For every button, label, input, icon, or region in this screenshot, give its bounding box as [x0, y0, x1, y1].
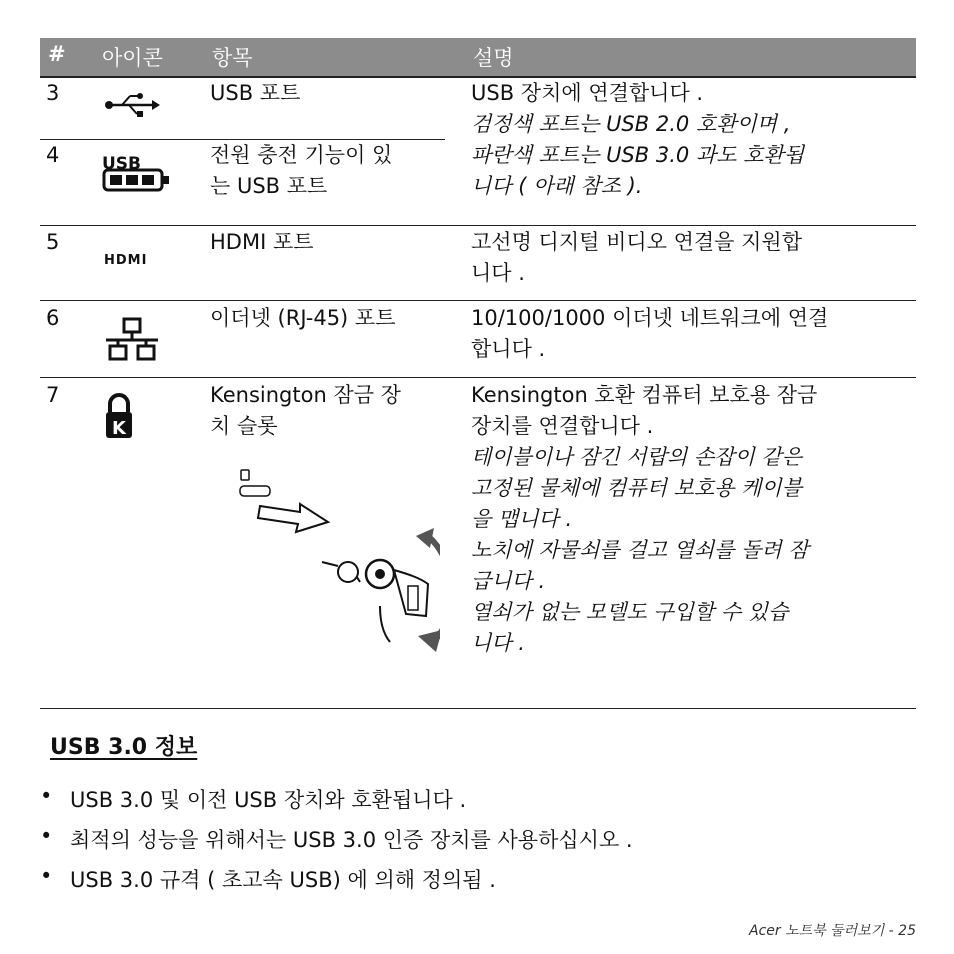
desc-line: 합니다 . — [471, 337, 546, 361]
item-line: 는 USB 포트 — [210, 174, 328, 198]
row-item — [210, 303, 450, 334]
list-item — [38, 824, 918, 864]
usb-charging-icon — [100, 152, 172, 196]
row-description — [471, 303, 916, 365]
item-line: Kensington 잠금 장 — [210, 383, 401, 407]
row-item — [210, 78, 450, 109]
desc-line: 고선명 디지털 비디오 연결을 지원합 — [471, 230, 802, 254]
list-item — [38, 864, 918, 904]
row-number: 4 — [46, 143, 60, 167]
kensington-lock-icon — [104, 390, 134, 446]
bullet-marker: • — [40, 784, 53, 808]
row-item — [210, 227, 450, 258]
desc-italic-line: 니다 ( 아래 참조 ). — [471, 174, 643, 198]
item-line: 치 슬롯 — [210, 414, 278, 438]
desc-italic-line: 테이블이나 잠긴 서랍의 손잡이 같은 — [471, 445, 802, 469]
desc-italic-line: 급니다 . — [471, 569, 546, 593]
list-item-text: 최적의 성능을 위해서는 USB 3.0 인증 장치를 사용하십시오 . — [70, 828, 633, 852]
desc-line: Kensington 호환 컴퓨터 보호용 잠금 — [471, 383, 818, 407]
ethernet-icon — [104, 316, 160, 368]
row-number: 3 — [46, 81, 60, 105]
row-number: 6 — [46, 306, 60, 330]
item-line: 전원 충전 기능이 있 — [210, 143, 393, 167]
item-line: HDMI 포트 — [210, 230, 314, 254]
table-bottom-border — [40, 708, 916, 709]
row-description — [471, 380, 916, 659]
desc-italic-line: 고정된 물체에 컴퓨터 보호용 케이블 — [471, 476, 802, 500]
table-header — [40, 38, 916, 78]
row-divider — [40, 225, 916, 226]
desc-italic-line: 니다 . — [471, 631, 525, 655]
item-line: USB 포트 — [210, 81, 301, 105]
row-description — [471, 227, 916, 289]
list-item — [38, 784, 918, 824]
desc-italic-line: 파란색 포트는 USB 3.0 과도 호환됩 — [471, 143, 805, 167]
desc-line: USB 장치에 연결합니다 . — [471, 81, 704, 105]
row-divider — [40, 300, 916, 301]
lock-illustration — [230, 466, 440, 660]
header-description: 설명 — [473, 46, 514, 70]
desc-italic-line: 검정색 포트는 USB 2.0 호환이며 , — [471, 112, 791, 136]
bullet-marker: • — [40, 864, 53, 888]
row-item — [210, 380, 450, 442]
list-item-text: USB 3.0 및 이전 USB 장치와 호환됩니다 . — [70, 788, 467, 812]
desc-line: 니다 . — [471, 261, 525, 285]
header-icon: 아이콘 — [102, 46, 163, 70]
row-number: 5 — [46, 230, 60, 254]
desc-line: 장치를 연결합니다 . — [471, 414, 654, 438]
header-item: 항목 — [212, 46, 253, 70]
header-number: # — [48, 42, 66, 66]
row-number: 7 — [46, 383, 60, 407]
desc-italic-line: 열쇠가 없는 모델도 구입할 수 있습 — [471, 600, 789, 624]
list-item-text: USB 3.0 규격 ( 초고속 USB) 에 의해 정의됨 . — [70, 868, 496, 892]
page-footer: Acer 노트북 둘러보기 - 25 — [749, 923, 916, 939]
row-divider — [40, 377, 916, 378]
desc-italic-line: 노치에 자물쇠를 걸고 열쇠를 돌려 잠 — [471, 538, 809, 562]
row-description — [471, 78, 916, 202]
desc-italic-line: 을 맵니다 . — [471, 507, 573, 531]
lock-letter: K — [112, 418, 126, 439]
row-item — [210, 140, 450, 202]
hdmi-icon: HDMI — [104, 253, 148, 268]
usb-icon — [102, 90, 162, 124]
item-line: 이더넷 (RJ-45) 포트 — [210, 306, 396, 330]
bullet-list — [38, 784, 918, 904]
svg-text:USB: USB — [102, 154, 142, 174]
bullet-marker: • — [40, 824, 53, 848]
section-title: USB 3.0 정보 — [50, 735, 198, 760]
desc-line: 10/100/1000 이더넷 네트워크에 연결 — [471, 306, 829, 330]
